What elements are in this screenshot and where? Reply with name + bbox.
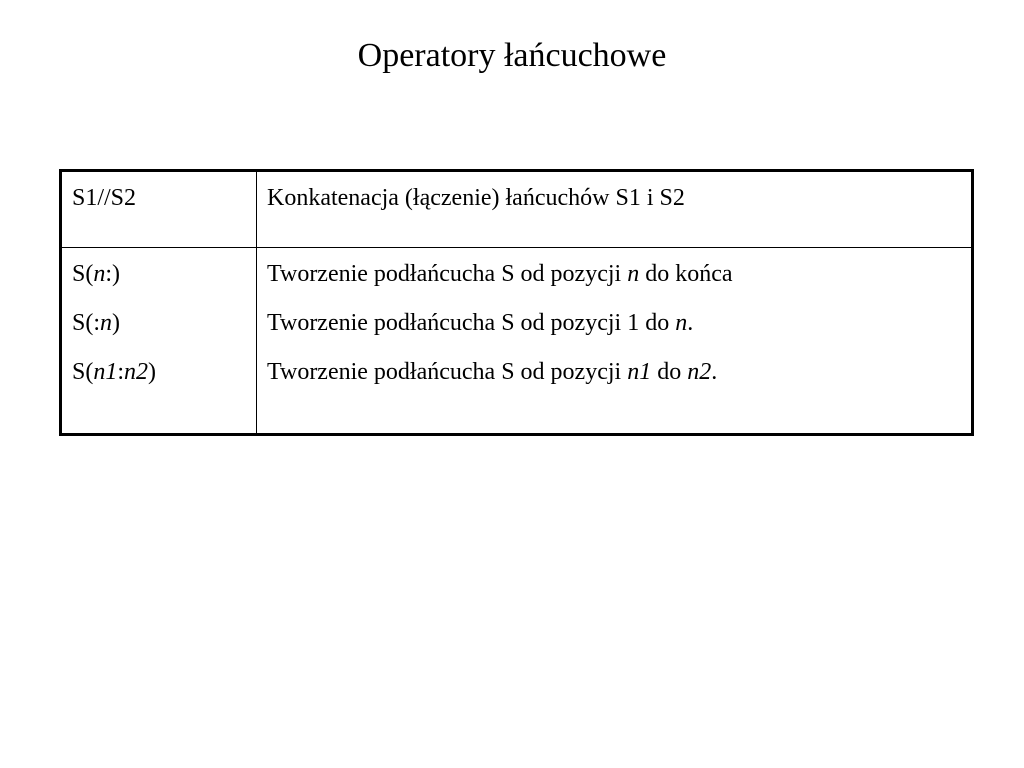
slide-title: Operatory łańcuchowe [357,37,667,74]
operators-table [59,169,974,436]
description-cell [257,171,973,248]
operator-cell [61,171,257,248]
substring-operator-from-n: S(n:) [72,261,121,287]
substring-operator-n1-n2: S(n1:n2) [72,359,157,385]
concat-operator: S1//S2 [72,185,137,211]
substring-description-to-n: Tworzenie podłańcucha S od pozycji 1 do n. [267,310,694,336]
description-cell [257,248,973,435]
operator-cell [61,248,257,435]
substring-operator-to-n: S(:n) [72,310,121,336]
substring-description-n1-n2: Tworzenie podłańcucha S od pozycji n1 do n2. [267,359,718,385]
table-row [61,171,973,248]
substring-description-from-n: Tworzenie podłańcucha S od pozycji n do końca [267,261,733,287]
table-row [61,248,973,435]
concat-description: Konkatenacja (łączenie) łańcuchów S1 i S2 [267,185,685,211]
